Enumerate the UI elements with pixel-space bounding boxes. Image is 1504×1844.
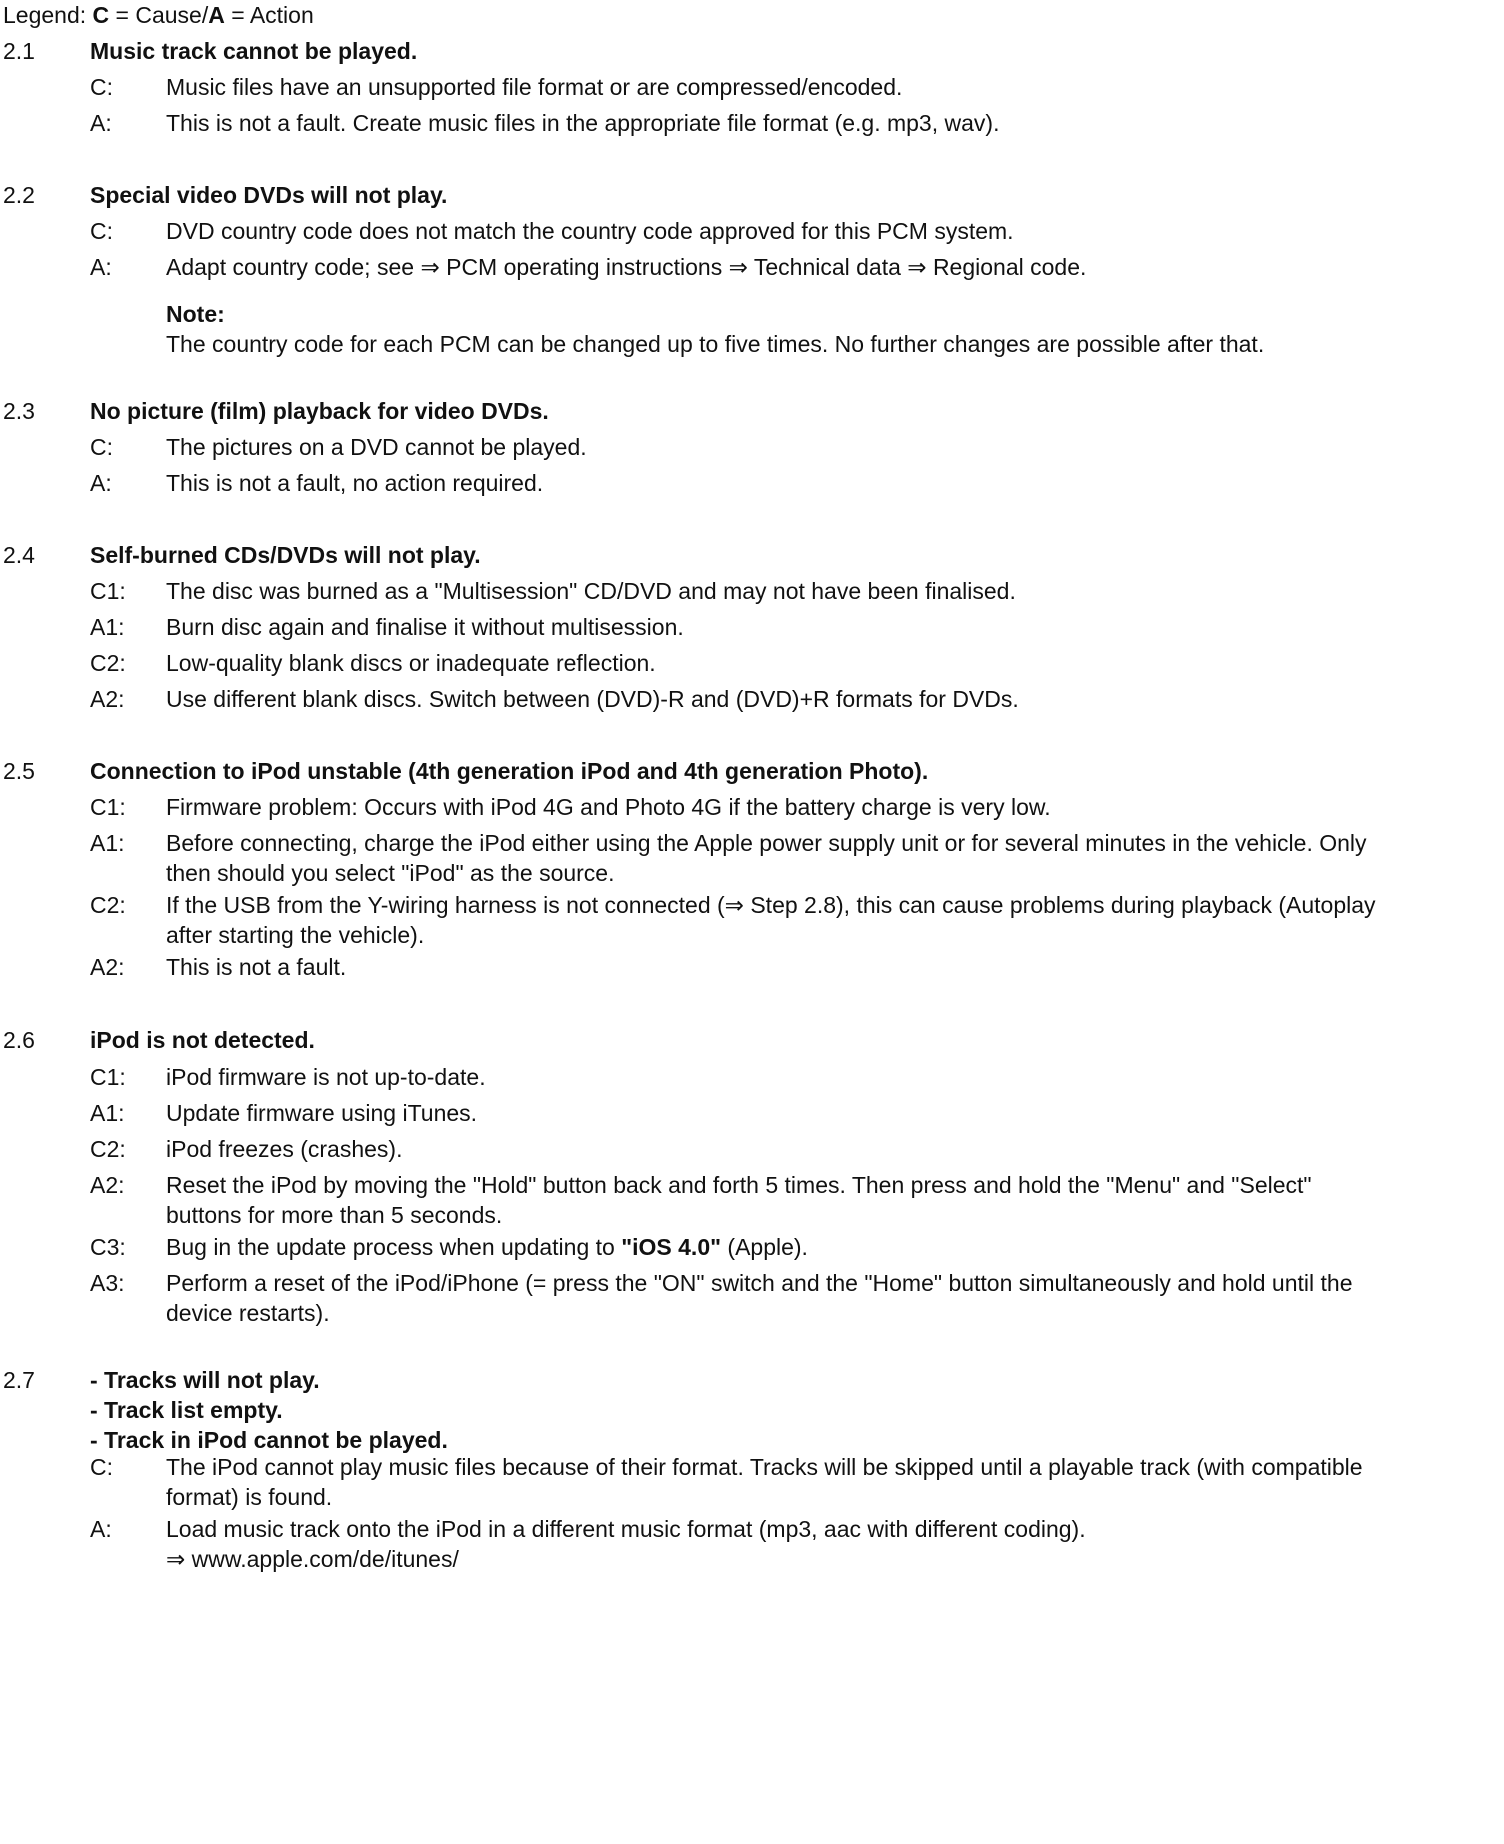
row-text-bold: "iOS 4.0" (621, 1234, 722, 1260)
legend-prefix: Legend: (3, 2, 93, 28)
section-number: 2.3 (3, 398, 35, 424)
section-title: Music track cannot be played. (90, 38, 418, 64)
section-number: 2.7 (3, 1367, 35, 1393)
row-label: A: (90, 254, 112, 280)
row-text-continued: then should you select "iPod" as the source. (166, 860, 615, 886)
row-label: C2: (90, 650, 126, 676)
row-text: If the USB from the Y-wiring harness is not connected (⇒ Step 2.8), this can cause problems during playback (Autoplay (166, 892, 1376, 918)
legend (3, 0, 314, 30)
row-text: DVD country code does not match the country code approved for this PCM system. (166, 218, 1014, 244)
row-text-start: Bug in the update process when updating to (166, 1234, 622, 1260)
row-text: Load music track onto the iPod in a different music format (mp3, aac with different coding). (166, 1516, 1086, 1542)
row-text-continued: format) is found. (166, 1484, 333, 1510)
row-text-end: (Apple). (721, 1234, 808, 1260)
row-label: C1: (90, 794, 126, 820)
section-title-line: - Tracks will not play. (90, 1367, 320, 1393)
section-number: 2.5 (3, 758, 35, 784)
section-number: 2.1 (3, 38, 35, 64)
row-label: C2: (90, 892, 126, 918)
row-label: A: (90, 1516, 112, 1542)
row-label: C1: (90, 1064, 126, 1090)
row-label: A3: (90, 1270, 125, 1296)
row-text: Reset the iPod by moving the "Hold" button back and forth 5 times. Then press and hold the "Menu" and "Select" (166, 1172, 1312, 1198)
row-label: C: (90, 1454, 113, 1480)
row-label: A: (90, 110, 112, 136)
row-text: The iPod cannot play music files because of their format. Tracks will be skipped until a playable track (with compatible (166, 1454, 1363, 1480)
row-text-continued: buttons for more than 5 seconds. (166, 1202, 503, 1228)
row-text: Adapt country code; see ⇒ PCM operating instructions ⇒ Technical data ⇒ Regional code. (166, 254, 1087, 280)
row-text-continued: device restarts). (166, 1300, 330, 1326)
note-body: The country code for each PCM can be changed up to five times. No further changes are possible after that. (166, 331, 1265, 357)
legend-a-text: = Action (224, 2, 314, 28)
row-text: iPod freezes (crashes). (166, 1136, 403, 1162)
section-title-line: - Track in iPod cannot be played. (90, 1427, 448, 1453)
row-label: A1: (90, 1100, 125, 1126)
row-text: Update firmware using iTunes. (166, 1100, 478, 1126)
note-heading: Note: (166, 301, 225, 327)
row-text (166, 1232, 1504, 1262)
row-label: C3: (90, 1234, 126, 1260)
row-text: Music files have an unsupported file format or are compressed/encoded. (166, 74, 903, 100)
row-text: The disc was burned as a "Multisession" CD/DVD and may not have been finalised. (166, 578, 1016, 604)
row-text: This is not a fault, no action required. (166, 470, 544, 496)
row-text-continued: after starting the vehicle). (166, 922, 425, 948)
row-text: Low-quality blank discs or inadequate reflection. (166, 650, 656, 676)
row-label: C: (90, 434, 113, 460)
row-label: A2: (90, 954, 125, 980)
legend-a-letter: A (208, 2, 225, 28)
section-title: Self-burned CDs/DVDs will not play. (90, 542, 481, 568)
section-title: Special video DVDs will not play. (90, 182, 448, 208)
row-text: Before connecting, charge the iPod either using the Apple power supply unit or for several minutes in the vehicle. Only (166, 830, 1367, 856)
row-label: C2: (90, 1136, 126, 1162)
row-text: The pictures on a DVD cannot be played. (166, 434, 587, 460)
row-label: A2: (90, 686, 125, 712)
row-label: A: (90, 470, 112, 496)
row-text: Burn disc again and finalise it without multisession. (166, 614, 684, 640)
row-label: A1: (90, 830, 125, 856)
section-title: No picture (film) playback for video DVDs. (90, 398, 549, 424)
section-number: 2.2 (3, 182, 35, 208)
row-label: A2: (90, 1172, 125, 1198)
legend-c-letter: C (92, 2, 110, 28)
section-title: iPod is not detected. (90, 1027, 315, 1053)
row-text: Firmware problem: Occurs with iPod 4G and Photo 4G if the battery charge is very low. (166, 794, 1051, 820)
section-number: 2.4 (3, 542, 35, 568)
row-label: A1: (90, 614, 125, 640)
row-label: C: (90, 218, 113, 244)
legend-c-sep: = Cause/ (109, 2, 209, 28)
row-text: iPod firmware is not up-to-date. (166, 1064, 486, 1090)
row-text: Use different blank discs. Switch between (DVD)-R and (DVD)+R formats for DVDs. (166, 686, 1019, 712)
section-number: 2.6 (3, 1027, 35, 1053)
row-text: This is not a fault. (166, 954, 347, 980)
section-title-line: - Track list empty. (90, 1397, 283, 1423)
row-text: This is not a fault. Create music files in the appropriate file format (e.g. mp3, wav). (166, 110, 1000, 136)
row-label: C1: (90, 578, 126, 604)
section-title: Connection to iPod unstable (4th generation iPod and 4th generation Photo). (90, 758, 929, 784)
link-apple-itunes[interactable]: ⇒ www.apple.com/de/itunes/ (166, 1546, 459, 1572)
row-text: Perform a reset of the iPod/iPhone (= press the "ON" switch and the "Home" button simultaneously and hold until the (166, 1270, 1353, 1296)
section-title (90, 1365, 448, 1455)
row-label: C: (90, 74, 113, 100)
